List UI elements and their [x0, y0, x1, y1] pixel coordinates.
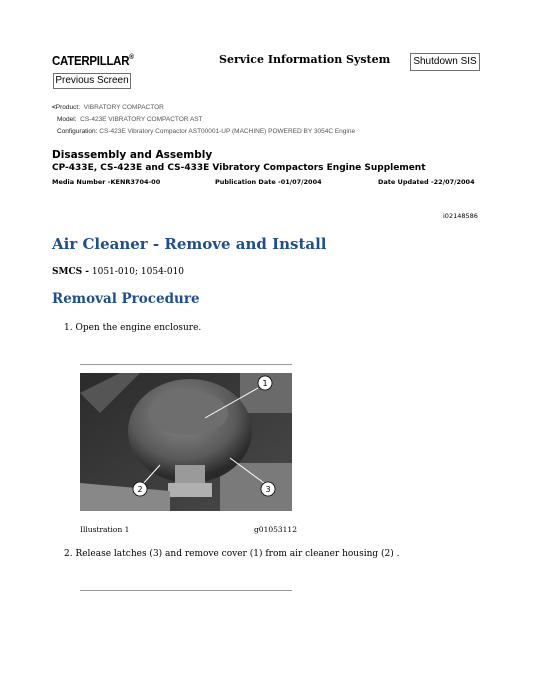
callout-1: 1: [262, 379, 268, 388]
previous-screen-button[interactable]: Previous Screen: [53, 73, 131, 89]
page-title: Air Cleaner - Remove and Install: [52, 235, 327, 253]
callout-3: 3: [265, 485, 271, 494]
callout-2: 2: [137, 485, 143, 494]
back-arrow-icon[interactable]: <: [52, 104, 56, 111]
illustration-label: Illustration 1: [80, 525, 130, 534]
document-subtitle: CP-433E, CS-423E and CS-433E Vibratory Compactors Engine Supplement: [52, 163, 426, 173]
step-1: 1. Open the engine enclosure.: [64, 323, 202, 333]
divider-bottom: [80, 590, 292, 591]
document-category: Disassembly and Assembly: [52, 149, 213, 161]
air-cleaner-illustration: [80, 373, 292, 511]
configuration-line: Configuration: CS-423E Vibratory Compactor AST00001-UP (MACHINE) POWERED BY 3054C Engine: [57, 128, 356, 135]
publication-date: Publication Date -01/07/2004: [215, 178, 322, 186]
illustration-id: g01053112: [254, 525, 297, 534]
shutdown-sis-button[interactable]: Shutdown SIS: [410, 53, 480, 71]
smcs-line: SMCS - 1051-010; 1054-010: [52, 267, 185, 277]
document-id: i02148586: [443, 212, 478, 220]
illustration-photo: [80, 373, 292, 511]
date-updated: Date Updated -22/07/2004: [378, 178, 475, 186]
sis-title: Service Information System: [219, 53, 391, 66]
product-line: <Product: VIBRATORY COMPACTOR: [52, 104, 164, 111]
media-number: Media Number -KENR3704-00: [52, 178, 161, 186]
caterpillar-logo: CATERPILLAR®: [52, 54, 134, 68]
model-line: Model: CS-423E VIBRATORY COMPACTOR AST: [57, 116, 203, 123]
section-heading: Removal Procedure: [52, 291, 200, 307]
divider-top: [80, 364, 292, 365]
step-2: 2. Release latches (3) and remove cover (1) from air cleaner housing (2) .: [64, 549, 400, 559]
